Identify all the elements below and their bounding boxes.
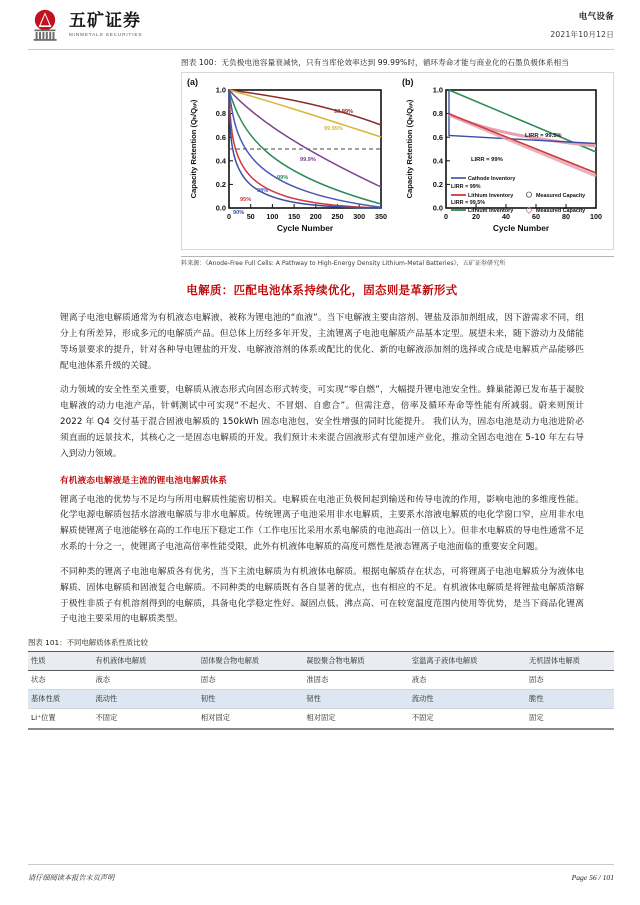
svg-text:Cycle Number: Cycle Number [276,222,334,233]
exhibit-101-title: 图表 101：不同电解质体系性质比较 [28,638,148,648]
col-header: 性质 [28,652,92,671]
table-row [28,690,614,709]
electrolyte-comparison-table [28,651,614,727]
paragraph: 锂离子电池电解质通常为有机液态电解液，被称为锂电池的“血液”。当下电解液主要由溶剂、锂盐及添加剂组成，因下游需求不同，组分上有所差异，形成多元的电解质产品。但总体上历经多年开发，主流锂离子电池电解质产品基本定型。展望未来，随下游动力及储能等场景要求的提升，针对各种导电锂盐的开发、电解液溶剂的体系或配比的优化、新的电解液添加剂的选择或合成是电解质产品能够匹配电池体系升级的关键。 [60,313,584,371]
table-row [28,671,614,690]
cell: 固态 [200,675,216,685]
svg-text:LIRR = 99.5%: LIRR = 99.5% [451,199,486,206]
panel-a-tag: (a) [187,76,198,87]
svg-text:100: 100 [590,211,602,221]
svg-text:99.99%: 99.99% [334,108,353,115]
col-header: 室温离子液体电解质 [409,652,526,671]
cell: 不固定 [95,713,118,723]
svg-text:0.6: 0.6 [432,132,443,142]
panel-b-svg [398,73,615,251]
svg-text:Capacity Retention (Qₕ/Qₐₙ): Capacity Retention (Qₕ/Qₐₙ) [405,99,414,199]
chart-panel-b [398,73,615,249]
svg-text:1.0: 1.0 [215,85,226,95]
svg-text:LIRR = 99.5%: LIRR = 99.5% [525,132,562,139]
svg-text:300: 300 [353,211,366,221]
section-subheading: 有机液态电解液是主流的锂电池电解质体系 [60,475,228,486]
svg-text:60: 60 [532,211,540,221]
row-label: 状态 [31,675,46,685]
svg-text:250: 250 [331,211,344,221]
brand-name-en: MINMETALS SECURITIES [69,32,143,38]
paragraph: 不同种类的锂离子电池电解质各有优劣，当下主流电解质为有机液体电解质。根据电解质存在状态，可将锂离子电池电解质分为液体电解质、固体电解质和固液复合电解质。不同种类的电解质既有各自显著的优点，也有相应的不足。有机液体电解质是将锂盐电解质溶解于极性非质子有机溶剂得到的电解质，具备电化学稳定性好、凝固点低、沸点高、可在较宽温度范围内使用等优势，是当下商品化锂离子电池主要采用的电解质类型。 [60,566,584,625]
cell: 准固态 [306,675,329,685]
svg-text:Cycle Number: Cycle Number [492,222,550,233]
svg-text:1.0: 1.0 [432,85,443,95]
svg-text:0.2: 0.2 [215,179,226,189]
exhibit-100-source: 料来源：《Anode-Free Full Cells: A Pathway to High-Energy Density Lithium-Metal Batteries》，五矿证券研究所 [181,259,506,267]
panel-b-tag: (b) [402,76,414,87]
svg-text:200: 200 [309,211,322,221]
paragraph: 动力领域的安全性至关重要，电解质从液态形式向固态形式转变，可实现“零自燃”，大幅提升锂电池安全性。蜂巢能源已发布基于凝胶电解液的动力电池产品，针刺测试中可实现“不起火、不冒烟、自愈合”。但需注意，倍率及循环寿命等性能有所减弱。蔚来则预计 2022 年 Q4 交付基于混合固液电解质的 150kWh 固态电池包，安全性增强的同时比能提升。 我们认为，固态电池是动力电池进阶必须直面的远景技术，其核心之一是固态电解质的开发。我们预计未来混合固液形式有望加速产业化，推动全固态电池在 5-10 年左右导入到动力领域。 [60,385,584,459]
table-row [28,709,614,728]
page-footer [28,873,614,883]
cell: 韧性 [198,690,303,709]
cell: 脆性 [526,690,614,709]
svg-text:98%: 98% [257,187,269,194]
page-header [0,0,640,46]
svg-text:0.0: 0.0 [215,203,226,213]
footer-disclaimer: 请仔细阅读本报告末页声明 [28,873,115,882]
table-bottom-rule [28,728,614,730]
svg-text:40: 40 [502,211,510,221]
cell: 韧性 [303,690,408,709]
svg-text:150: 150 [288,211,301,221]
svg-text:Lithium Inventory: Lithium Inventory [468,208,514,215]
svg-text:Cathode Inventory: Cathode Inventory [468,175,516,182]
source-divider [181,256,614,257]
header-meta [550,8,614,40]
svg-text:Measured Capacity: Measured Capacity [536,208,586,215]
cell: 液态 [95,675,111,685]
chart-panel-a [182,73,398,249]
exhibit-100 [181,58,614,268]
svg-text:0.0: 0.0 [432,203,443,213]
article-body [60,268,584,628]
svg-text:90%: 90% [233,209,245,216]
brand-name-cn: 五矿证券 [69,10,141,31]
cell: 相对固定 [200,713,231,723]
exhibit-100-figure [181,72,614,250]
svg-text:0.6: 0.6 [215,132,226,142]
svg-text:0: 0 [227,211,231,221]
brand [28,8,142,42]
svg-text:50: 50 [246,211,255,221]
svg-text:0.2: 0.2 [432,179,443,189]
svg-text:Measured Capacity: Measured Capacity [536,192,586,199]
svg-text:0.8: 0.8 [432,109,443,119]
svg-text:95%: 95% [240,196,252,203]
cell: 相对固定 [306,713,336,723]
exhibit-100-title: 图表 100：无负极电池容量衰减快，只有当库伦效率达到 99.99%时，循环寿命才能与商业化的石墨负极体系相当 [181,58,569,67]
svg-text:LIRR = 99%: LIRR = 99% [451,183,481,190]
svg-text:99%: 99% [277,174,289,181]
cell: 固定 [529,713,544,723]
row-label: 基体性质 [28,690,92,709]
paragraph: 锂离子电池的优势与不足均与所用电解质性能密切相关。电解质在电池正负极间起到输送和传导电流的作用，影响电池的多维度性能。化学电源电解质包括水溶液电解质与非水电解质。传统锂离子电池采用非水电解质，主要系水溶液电解质的电化学窗口窄，应用非水电解质使锂离子电池能够在高的工作电压下稳定工作（工作电压比采用水系电解质的电池高出一倍以上）。但非水电解质的导电性通常不足水系的十分之一，使锂离子电池高倍率性能受限，此外有机液体电解质的高度可燃性是液态锂离子电池面临的重要安全问题。 [60,494,584,553]
svg-text:0.4: 0.4 [215,156,226,166]
svg-text:99.9%: 99.9% [300,156,316,163]
col-header: 无机固体电解质 [526,652,614,671]
panel-a-svg [182,73,398,251]
col-header: 固体聚合物电解质 [198,652,303,671]
cell: 流动性 [92,690,197,709]
col-header: 凝胶聚合物电解质 [303,652,408,671]
svg-text:80: 80 [562,211,570,221]
footer-divider [28,864,614,865]
svg-text:Lithium Inventory: Lithium Inventory [468,192,514,199]
svg-text:LIRR = 99%: LIRR = 99% [471,156,503,163]
svg-text:0.8: 0.8 [215,109,226,119]
report-date: 2021年10月12日 [550,30,614,39]
exhibit-101 [28,637,614,730]
minmetals-shield-logo-icon [28,8,62,42]
section-heading: 电解质：匹配电池体系持续优化，固态则是革新形式 [186,283,458,298]
col-header: 有机液体电解质 [92,652,197,671]
svg-text:0: 0 [444,211,448,221]
table-header-row [28,652,614,671]
svg-text:350: 350 [375,211,387,221]
cell: 固态 [529,675,544,685]
footer-page-number: Page 56 / 101 [571,873,614,882]
sector-label: 电气设备 [578,12,614,22]
cell: 不固定 [411,713,434,723]
cell: 液态 [411,675,427,685]
header-divider [28,49,614,50]
svg-text:Capacity Retention (Qₕ/Qₐₙ): Capacity Retention (Qₕ/Qₐₙ) [189,99,198,199]
svg-text:99.95%: 99.95% [324,125,343,132]
svg-text:0.4: 0.4 [432,156,443,166]
svg-text:20: 20 [472,211,480,221]
row-label: Li⁺位置 [31,713,56,723]
cell: 流动性 [409,690,526,709]
svg-text:100: 100 [266,211,279,221]
